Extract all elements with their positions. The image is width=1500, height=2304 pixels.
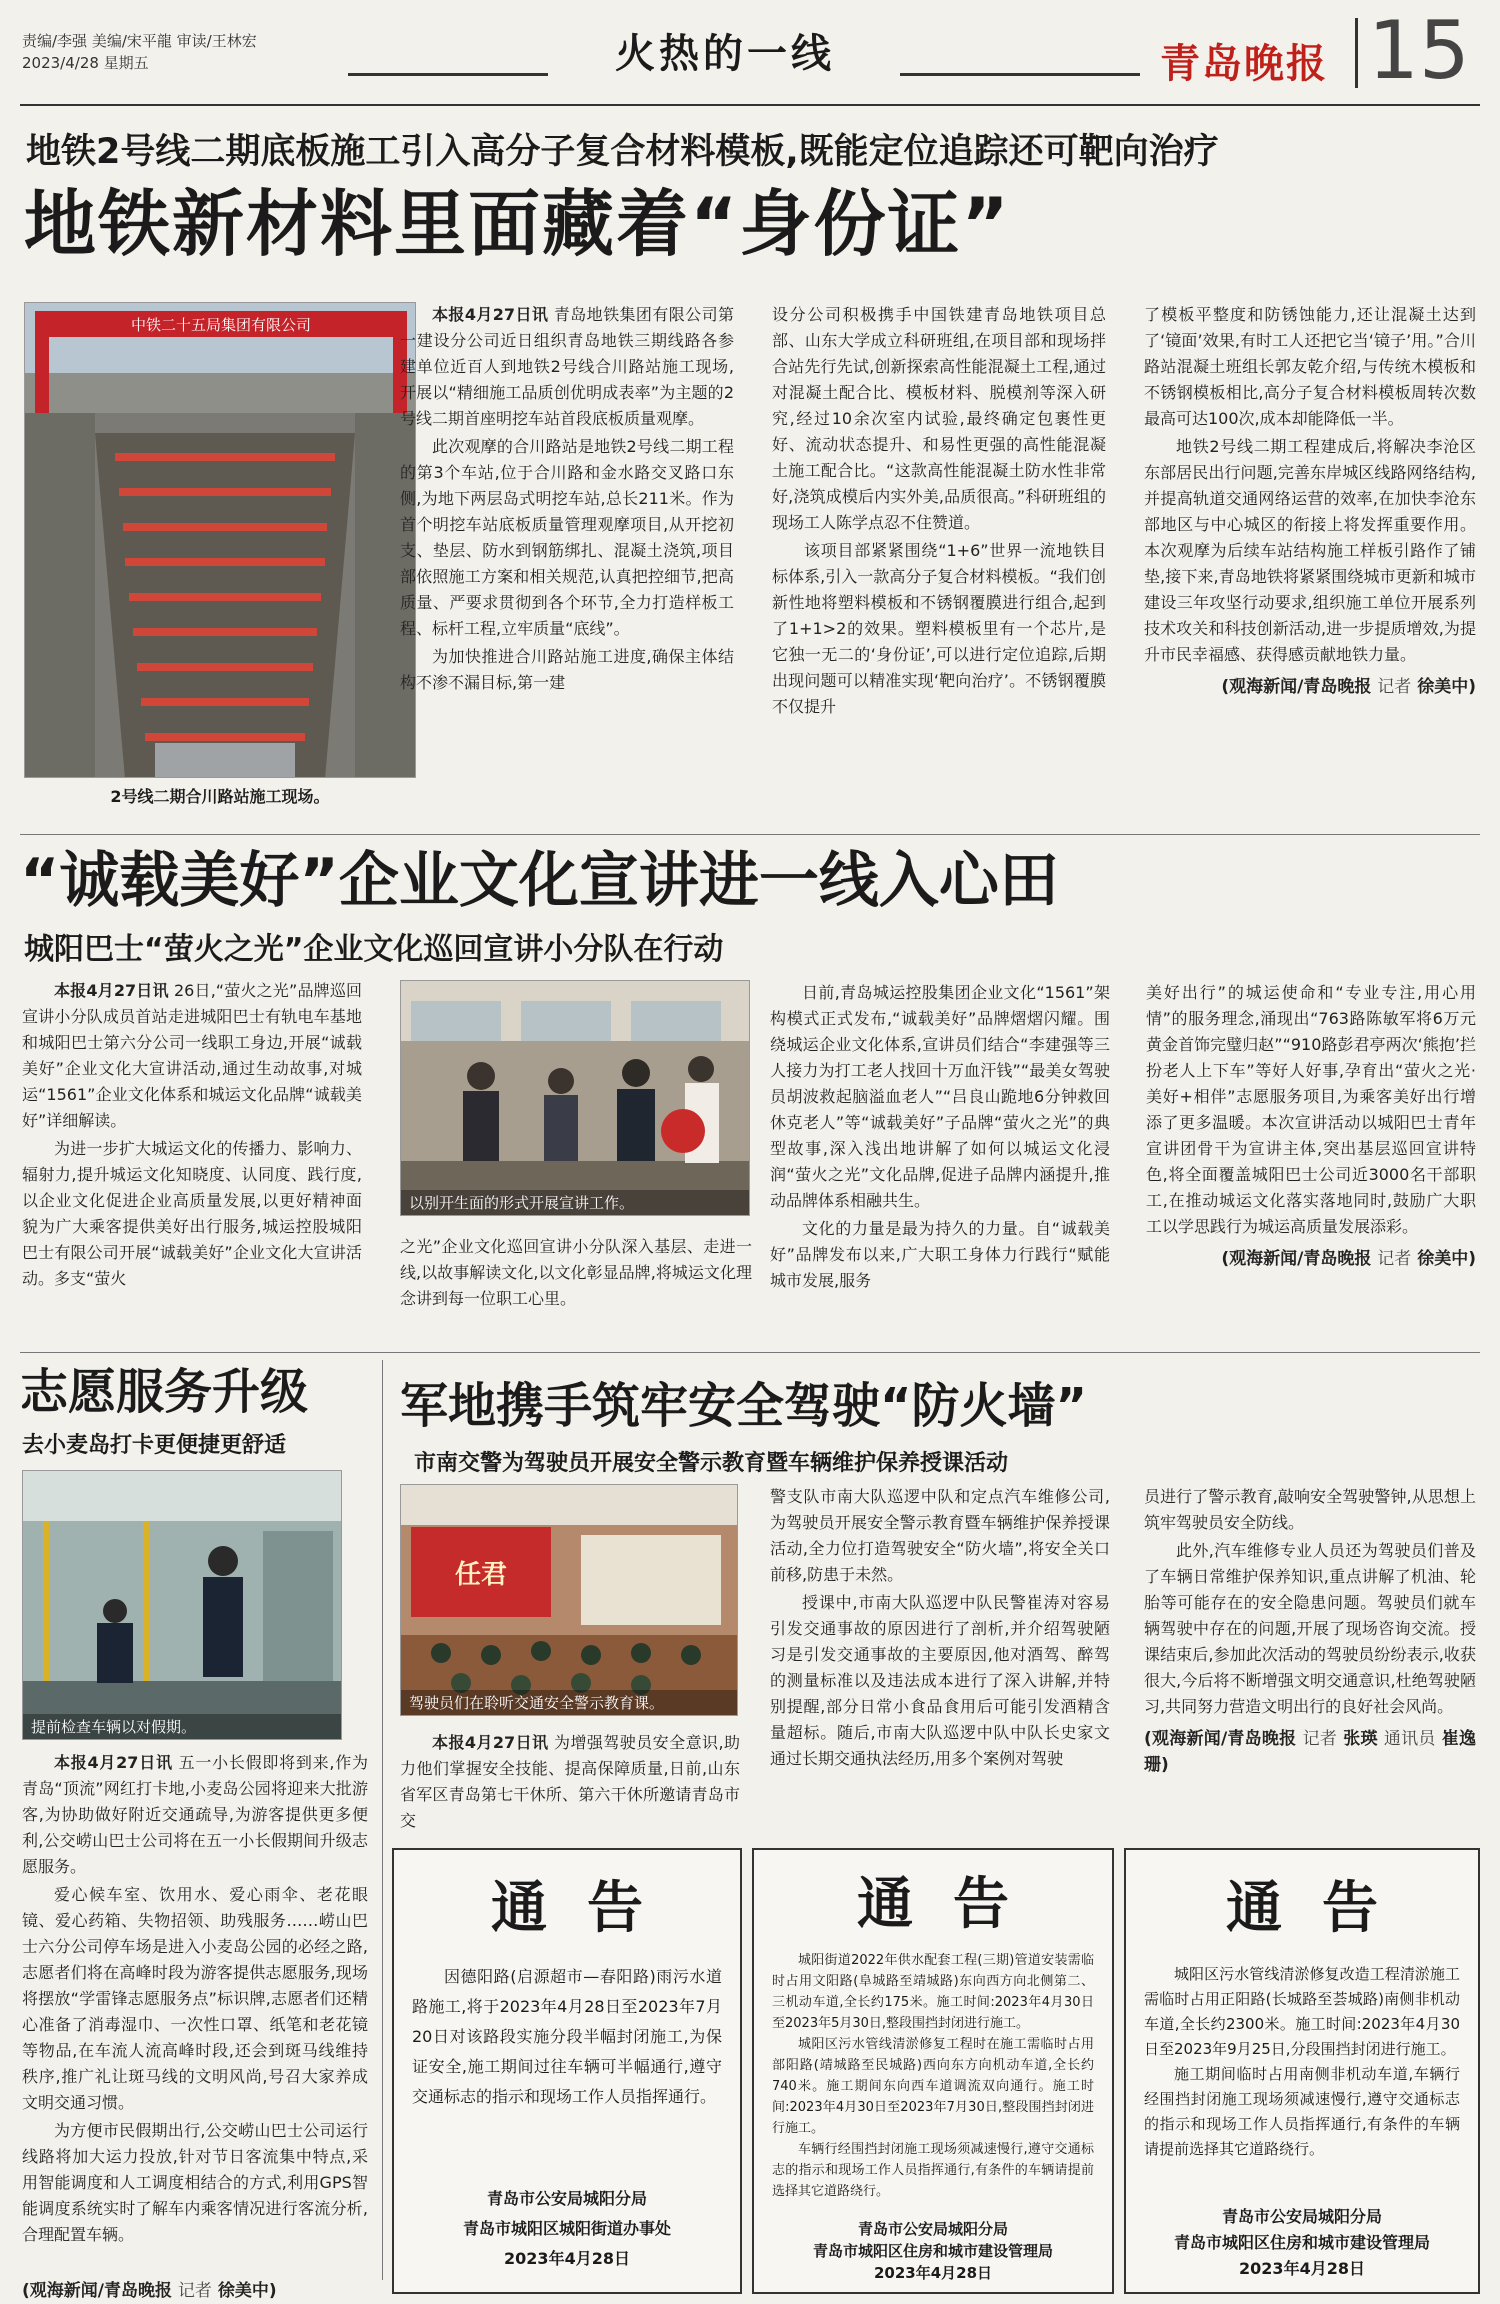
construction-site-image: [25, 303, 416, 778]
page-number-divider: [1355, 18, 1358, 88]
story1-column-3: [1144, 302, 1476, 822]
notice-signer: 青岛市公安局城阳分局: [486, 2189, 647, 2208]
story1-credit: (观海新闻/青岛晚报 记者 徐美中): [1221, 677, 1476, 697]
section-title: 火热的一线: [615, 30, 835, 77]
paragraph: 美好出行”的城运使命和“专业专注,用心用情”的服务理念,涌现出“763路陈敏军将6万元黄金首饰完璧归赵”“910路彭君亭两次‘熊抱’拦扮老人上下车”等好人好事,孕育出“萤火之光·美好+相伴”志愿服务项目,为乘客美好出行增添了更多温暖。本次宣讲活动以城阳巴士青年宣讲团骨干为宣讲主体,突出基层巡回宣讲特色,将全面覆盖城阳巴士公司近3000名干部职工,在推动城运文化落实落地同时,鼓励广大职工以学思践行为城运高质量发展添彩。: [1146, 983, 1476, 1236]
story2-column-4: [1146, 980, 1476, 1340]
notice-signatures: [394, 2184, 740, 2274]
paragraph: 警支队市南大队巡逻中队和定点汽车维修公司,为驾驶员开展安全警示教育暨车辆维护保养授课活动,全力位打造驾驶安全“防火墙”,将安全关口前移,防患于未然。: [770, 1487, 1110, 1584]
story2-subhead: 城阳巴士“萤火之光”企业文化巡回宣讲小分队在行动: [24, 932, 724, 967]
story4-photo: [400, 1484, 738, 1716]
notice-box-1: [392, 1848, 742, 2294]
bus-interior-image: [401, 981, 750, 1216]
masthead-rule-left: [348, 73, 548, 76]
paragraph: 此外,汽车维修专业人员还为驾驶员们普及了车辆日常维护保养知识,重点讲解了机油、轮胎等可能存在的安全隐患问题。驾驶员们就车辆驾驶中存在的问题,开展了现场咨询交流。授课结束后,参加此次活动的驾驶员纷纷表示,收获很大,今后将不断增强文明交通意识,杜绝驾驶陋习,共同努力营造文明出行的良好社会风尚。: [1144, 1541, 1476, 1716]
notice-signer: 青岛市城阳区住房和城市建设管理局: [812, 2242, 1053, 2260]
paragraph: 该项目部紧紧围绕“1+6”世界一流地铁目标体系,引入一款高分子复合材料模板。“我们创新性地将塑料模板和不锈钢覆膜进行组合,起到了1+1>2的效果。塑料模板里有一个芯片,是它独一无二的‘身份证’,可以进行定位追踪,后期出现问题可以精准实现‘靶向治疗’。不锈钢覆膜不仅提升: [772, 541, 1106, 716]
story2-headline: “诚载美好”企业文化宣讲进一线入心田: [20, 846, 1059, 916]
photo-caption: 驾驶员们在聆听交通安全警示教育课。: [401, 1690, 737, 1715]
editors-line: 责编/李强 美编/宋平龍 审读/王林宏: [22, 32, 257, 50]
notice-body: [754, 1940, 1112, 2202]
notice-paragraph: 车辆行经围挡封闭施工现场须减速慢行,遵守交通标志的指示和现场工作人员指挥通行,有条件的车辆请提前选择其它道路绕行。: [772, 2142, 1094, 2199]
bus-check-image: [23, 1471, 342, 1740]
photo-caption: 以别开生面的形式开展宣讲工作。: [401, 1190, 749, 1215]
story2-column-3: [770, 980, 1110, 1336]
paragraph: 授课中,市南大队巡逻中队民警崔涛对容易引发交通事故的原因进行了剖析,并介绍驾驶陋习是引发交通事故的主要原因,他对酒驾、醉驾的测量标准以及违法成本进行了深入讲解,并特别提醒,部分日常小食品食用后可能引发酒精含量超标。随后,市南大队巡逻中队中队长史家文通过长期交通执法经历,用多个案例对驾驶: [770, 1593, 1110, 1768]
notice-signer: 青岛市城阳区城阳街道办事处: [462, 2219, 671, 2238]
dateline: 本报4月27日讯: [432, 1733, 549, 1752]
masthead-bottom-rule: [20, 104, 1480, 106]
paragraph: 爱心候车室、饮用水、爱心雨伞、老花眼镜、爱心药箱、失物招领、助残服务……崂山巴士六分公司停车场是进入小麦岛公园的必经之路,志愿者们将在高峰时段为游客提供志愿服务,现场将摆放“学雷锋志愿服务点”标识牌,志愿者们还精心准备了消毒湿巾、一次性口罩、纸笔和老花镜等物品,在车流人流高峰时段,还会到斑马线维持秩序,推广礼让斑马线的文明风尚,号召大家养成文明交通习惯。: [22, 1885, 368, 2112]
story3-subhead: 去小麦岛打卡更便捷更舒适: [22, 1433, 287, 1458]
notice-title: 通告: [491, 1875, 683, 1941]
notice-paragraph: 施工期间临时占用南侧非机动车道,车辆行经围挡封闭施工现场须减速慢行,遵守交通标志的指示和现场工作人员指挥通行,有条件的车辆请提前选择其它道路绕行。: [1144, 2065, 1460, 2158]
gantry-sign: 中铁二十五局集团有限公司: [130, 316, 312, 334]
paragraph: 文化的力量是最为持久的力量。自“诚载美好”品牌发布以来,广大职工身体力行践行“赋能城市发展,服务: [770, 1219, 1110, 1290]
story3-photo: [22, 1470, 342, 1740]
story2-column-2: [400, 1234, 752, 1344]
notice-date: 2023年4月28日: [504, 2249, 630, 2268]
notice-date: 2023年4月28日: [1239, 2259, 1365, 2278]
lecture-hall-image: [401, 1485, 738, 1716]
paragraph: 26日,“萤火之光”品牌巡回宣讲小分队成员首站走进城阳巴士有轨电车基地和城阳巴士第六分公司一线职工身边,开展“诚载美好”企业文化大宣讲活动,通过生动故事,对城运“1561”企业文化体系和城运文化品牌“诚载美好”详细解读。: [22, 981, 362, 1130]
notice-body: [394, 1944, 740, 2112]
vertical-divider: [382, 1360, 383, 2280]
paragraph: 了模板平整度和防锈蚀能力,还让混凝土达到了‘镜面’效果,有时工人还把它当‘镜子’用。”合川路站混凝土班组长郭友乾介绍,与传统木模板和不锈钢模板相比,高分子复合材料模板周转次数最高可达100次,成本却能降低一半。: [1144, 305, 1476, 428]
story4-column-2: [770, 1484, 1110, 1834]
notice-date: 2023年4月28日: [873, 2264, 993, 2282]
story1-photo: [24, 302, 416, 778]
notice-box-2: [752, 1848, 1114, 2294]
paragraph: 员进行了警示教育,敲响安全驾驶警钟,从思想上筑牢驾驶员安全防线。: [1144, 1487, 1476, 1532]
notice-title: 通告: [1226, 1875, 1418, 1941]
story2-photo: [400, 980, 750, 1216]
story4-column-3: [1144, 1484, 1476, 1840]
masthead-rule-right: [900, 73, 1140, 76]
story1-kicker: 地铁2号线二期底板施工引入高分子复合材料模板,既能定位追踪还可靶向治疗: [26, 132, 1219, 172]
story1-headline: 地铁新材料里面藏着“身份证”: [24, 182, 1011, 266]
notice-signatures: [754, 2218, 1112, 2284]
page-number: 15: [1368, 4, 1470, 97]
story1-photo-caption: 2号线二期合川路站施工现场。: [110, 787, 330, 806]
story1-column-2: [772, 302, 1106, 806]
dateline: 本报4月27日讯: [432, 305, 549, 324]
paragraph: 青岛地铁集团有限公司第一建设分公司近日组织青岛地铁三期线路各参建单位近百人到地铁2号线合川路站施工现场,开展以“精细施工品质创优明成表率”为主题的2号线二期首座明挖车站首段底板质量观摩。: [400, 305, 734, 428]
paragraph: 日前,青岛城运控股集团企业文化“1561”架构模式正式发布,“诚载美好”品牌熠熠闪耀。围绕城运企业文化体系,宣讲员们结合“李建强等三人接力为打工老人找回十万血汗钱”“最美女驾驶员胡波救起脑溢血老人”“吕良山跪地6分钟救回休克老人”等“诚载美好”子品牌“萤火之光”的典型故事,深入浅出地讲解了如何以城运文化浸润“萤火之光”文化品牌,促进子品牌内涵提升,推动品牌体系相融共生。: [770, 983, 1110, 1210]
notice-signer: 青岛市公安局城阳分局: [857, 2220, 1008, 2238]
paragraph: 设分公司积极携手中国铁建青岛地铁项目总部、山东大学成立科研班组,在项目部和现场拌合站先行先试,创新探索高性能混凝土工程,通过对混凝土配合比、模板材料、脱模剂等深入研究,经过10余次室内试验,最终确定包裹性更好、流动状态提升、和易性更强的高性能混凝土施工配合比。“这款高性能混凝土防水性非常好,浇筑成模后内实外美,品质很高。”科研班组的现场工人陈学点忍不住赞道。: [772, 305, 1106, 532]
paragraph: 为加快推进合川路站施工进度,确保主体结构不渗不漏目标,第一建: [400, 647, 734, 692]
notice-signatures: [1126, 2204, 1478, 2282]
paper-logo: 青岛晚报: [1160, 40, 1328, 87]
story3-body: [22, 1750, 368, 2278]
story4-column-1: [400, 1730, 740, 1836]
notice-paragraph: 因德阳路(启源超市—春阳路)雨污水道路施工,将于2023年4月28日至2023年7月20日对该路段实施分段半幅封闭施工,为保证安全,施工期间过往车辆可半幅通行,遵守交通标志的指示和现场工作人员指挥通行。: [412, 1967, 722, 2106]
paragraph: 地铁2号线二期工程建成后,将解决李沧区东部居民出行问题,完善东岸城区线路网络结构,并提高轨道交通网络运营的效率,在加快李沧东部地区与中心城区的衔接上将发挥重要作用。本次观摩为后续车站结构施工样板引路作了铺垫,接下来,青岛地铁将紧紧围绕城市更新和城市建设三年攻坚行动要求,组织施工单位开展系列技术攻关和科技创新活动,进一步提质增效,为提升市民幸福感、获得感贡献地铁力量。: [1144, 437, 1476, 664]
notice-signer: 青岛市城阳区住房和城市建设管理局: [1173, 2233, 1430, 2252]
paragraph: 五一小长假即将到来,作为青岛“顶流”网红打卡地,小麦岛公园将迎来大批游客,为协助做好附近交通疏导,为游客提供更多便利,公交崂山巴士公司将在五一小长假期间升级志愿服务。: [22, 1753, 368, 1876]
divider: [20, 834, 1480, 835]
paragraph: 为进一步扩大城运文化的传播力、影响力、辐射力,提升城运文化知晓度、认同度、践行度,以企业文化促进企业高质量发展,以更好精神面貌为广大乘客提供美好出行服务,城运控股城阳巴士有限公司开展“诚载美好”企业文化大宣讲活动。多支“萤火: [22, 1139, 362, 1288]
story2-column-1: [22, 978, 362, 1334]
dateline: 本报4月27日讯: [54, 981, 169, 1000]
story3-credit: (观海新闻/青岛晚报 记者 徐美中): [22, 2281, 277, 2301]
notice-body: [1126, 1944, 1478, 2162]
notice-box-3: [1124, 1848, 1480, 2294]
notice-signer: 青岛市公安局城阳分局: [1221, 2207, 1382, 2226]
paragraph: 之光”企业文化巡回宣讲小分队深入基层、走进一线,以故事解读文化,以文化彰显品牌,将城运文化理念讲到每一位职工心里。: [400, 1237, 752, 1308]
story4-subhead: 市南交警为驾驶员开展安全警示教育暨车辆维护保养授课活动: [414, 1451, 1009, 1476]
photo-caption: 提前检查车辆以对假期。: [23, 1714, 341, 1739]
masthead-editors: [22, 30, 342, 74]
story1-column-1: [400, 302, 734, 806]
paragraph: 为增强驾驶员安全意识,助力他们掌握安全技能、提高保障质量,日前,山东省军区青岛第七干休所、第六干休所邀请青岛市交: [400, 1733, 740, 1830]
dateline: 本报4月27日讯: [54, 1753, 173, 1772]
notice-paragraph: 城阳区污水管线清淤修复工程时在施工需临时占用部阳路(靖城路至民城路)西向东方向机动车道,全长约740米。施工期间东向西车道调流双向通行。施工时间:2023年4月30日至2023年7月30日,整段围挡封闭进行施工。: [772, 2037, 1094, 2136]
notice-paragraph: 城阳区污水管线清淤修复改造工程清淤施工需临时占用正阳路(长城路至荟城路)南侧非机动车道,全长约2300米。施工时间:2023年4月30日至2023年9月25日,分段围挡封闭进行施工。: [1144, 1965, 1460, 2058]
story4-credit: (观海新闻/青岛晚报 记者 张瑛 通讯员 崔逸珊): [1144, 1729, 1476, 1775]
notice-title: 通告: [857, 1871, 1049, 1937]
notice-paragraph: 城阳街道2022年供水配套工程(三期)管道安装需临时占用文阳路(阜城路至靖城路)东向西方向北侧第二、三机动车道,全长约175米。施工时间:2023年4月30日至2023年5月30日,整段围挡封闭进行施工。: [772, 1953, 1094, 2031]
story4-headline: 军地携手筑牢安全驾驶“防火墙”: [400, 1378, 1088, 1434]
story3-headline: 志愿服务升级: [20, 1364, 309, 1420]
paragraph: 此次观摩的合川路站是地铁2号线二期工程的第3个车站,位于合川路和金水路交叉路口东侧,为地下两层岛式明挖车站,总长211米。作为首个明挖车站底板质量管理观摩项目,从开挖初支、垫层、防水到钢筋绑扎、混凝土浇筑,项目部依照施工方案和相关规范,认真把控细节,把高质量、严要求贯彻到各个环节,全力打造样板工程、标杆工程,立牢质量“底线”。: [400, 437, 734, 638]
paragraph: 为方便市民假期出行,公交崂山巴士公司运行线路将加大运力投放,针对节日客流集中特点,采用智能调度和人工调度相结合的方式,利用GPS智能调度系统实时了解车内乘客情况进行客流分析,合理配置车辆。: [22, 2121, 368, 2244]
divider: [20, 1352, 1480, 1353]
date-line: 2023/4/28 星期五: [22, 54, 149, 72]
story2-credit: (观海新闻/青岛晚报 记者 徐美中): [1221, 1249, 1476, 1269]
banner-text: 任君: [454, 1560, 508, 1590]
